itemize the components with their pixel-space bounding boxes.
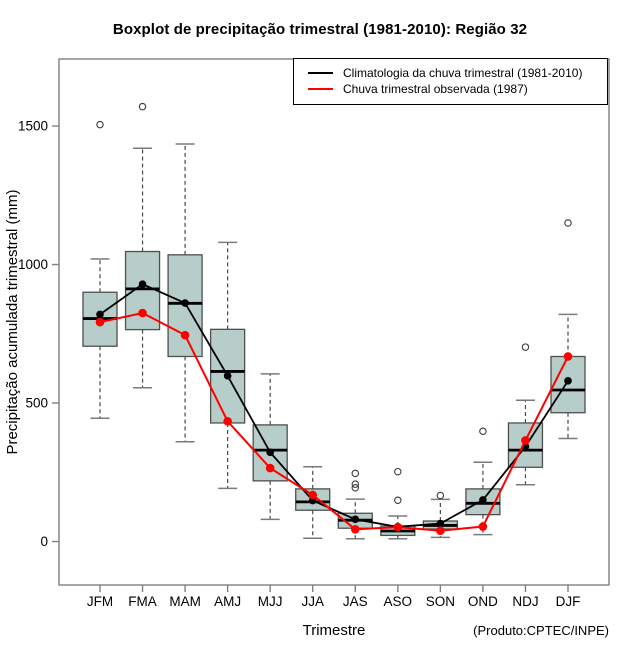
observed-point	[479, 522, 488, 531]
x-axis-label: Trimestre	[302, 622, 366, 639]
climatology-point	[437, 520, 445, 528]
climatology-point	[224, 372, 232, 380]
outlier-point	[395, 497, 401, 503]
x-axis-tick-label: DJF	[555, 594, 581, 609]
box	[126, 252, 160, 330]
observed-line-icon	[308, 88, 333, 90]
outlier-point	[437, 492, 443, 498]
outlier-point	[139, 103, 145, 109]
y-axis-tick-label: 0	[40, 534, 48, 550]
source-annotation: (Produto:CPTEC/INPE)	[473, 623, 609, 638]
outlier-point	[565, 220, 571, 226]
x-axis-tick-label: ASO	[383, 594, 413, 609]
climatology-line-icon	[308, 72, 333, 74]
legend-label-observed: Chuva trimestral observada (1987)	[343, 82, 528, 96]
x-axis-tick-label: OND	[467, 594, 498, 609]
observed-point	[308, 491, 317, 500]
observed-point	[138, 309, 147, 318]
outlier-point	[480, 428, 486, 434]
observed-point	[266, 464, 275, 473]
x-axis-tick-label: JJA	[301, 594, 324, 609]
climatology-point	[96, 311, 104, 319]
x-axis-tick-label: SON	[425, 594, 455, 609]
legend-item-observed	[308, 81, 607, 97]
climatology-point	[181, 299, 189, 307]
observed-point	[351, 525, 360, 534]
y-axis-tick-label: 1500	[17, 118, 48, 134]
y-axis-label: Precipitação acumulada trimestral (mm)	[4, 189, 21, 455]
outlier-point	[395, 469, 401, 475]
x-axis-tick-label: JAS	[342, 594, 368, 609]
outlier-point	[97, 121, 103, 127]
x-axis-tick-label: MJJ	[257, 594, 283, 609]
x-axis-tick-label: FMA	[128, 594, 157, 609]
climatology-point	[479, 496, 487, 504]
observed-point	[564, 352, 573, 361]
climatology-point	[266, 449, 274, 457]
y-axis-tick-label: 1000	[17, 257, 48, 273]
chart-title: Boxplot de precipitação trimestral (1981-2010): Região 32	[112, 21, 528, 38]
y-axis-tick-label: 500	[25, 395, 48, 411]
observed-point	[223, 417, 232, 426]
x-axis-tick-label: MAM	[169, 594, 201, 609]
observed-point	[521, 436, 530, 445]
legend	[293, 58, 608, 105]
observed-point	[436, 526, 445, 535]
x-axis-tick-label: AMJ	[214, 594, 242, 609]
outlier-point	[522, 344, 528, 350]
legend-item-climatology	[308, 65, 607, 81]
x-axis-tick-label: NDJ	[512, 594, 539, 609]
x-axis-tick-label: JFM	[86, 594, 114, 609]
observed-point	[96, 318, 105, 327]
outlier-point	[352, 470, 358, 476]
climatology-point	[139, 280, 147, 288]
legend-label-climatology: Climatologia da chuva trimestral (1981-2010)	[343, 66, 583, 80]
observed-point	[394, 523, 403, 532]
climatology-point	[564, 377, 572, 385]
climatology-point	[351, 516, 359, 524]
observed-point	[181, 331, 190, 340]
